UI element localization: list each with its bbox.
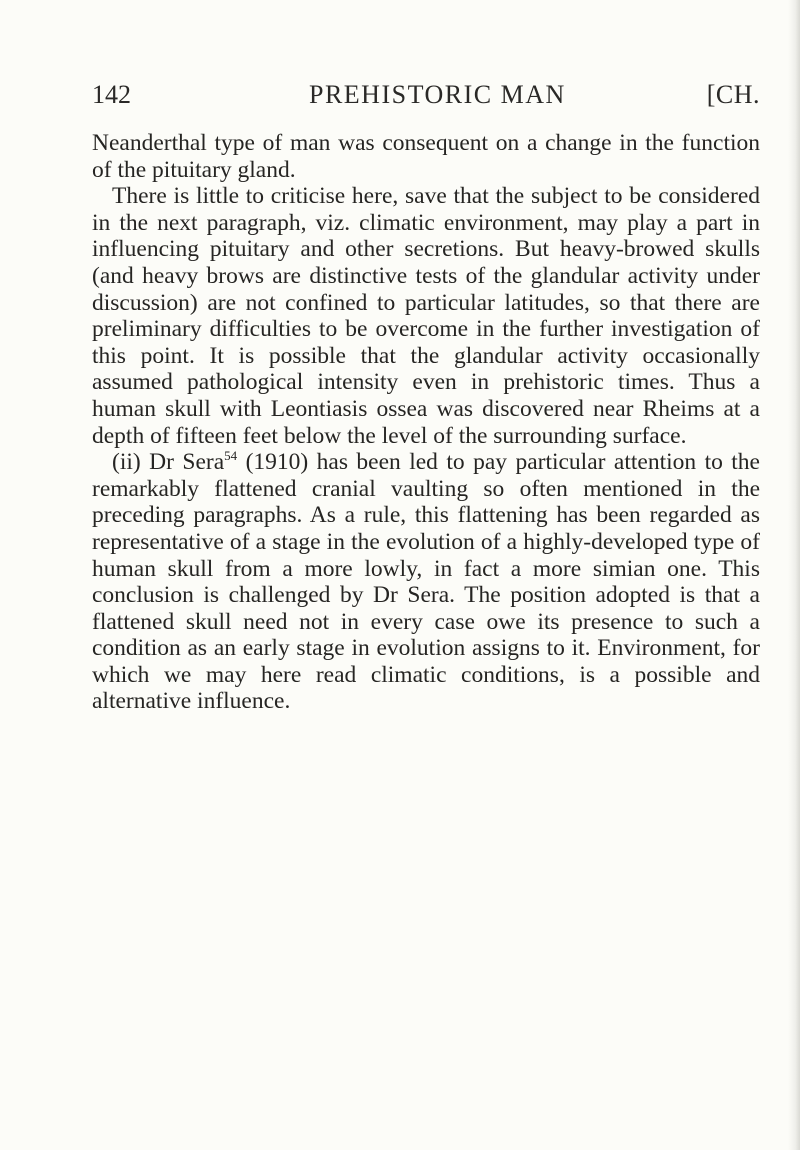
page-number: 142 <box>92 80 131 109</box>
paragraph-continuation: Neanderthal type of man was consequent on a change in the function of the pituitary gland. <box>92 130 760 183</box>
page-edge-shadow <box>788 0 800 1150</box>
running-title: PREHISTORIC MAN <box>309 80 566 109</box>
body-text <box>92 130 760 715</box>
paragraph-sera <box>92 449 760 715</box>
paragraph-lead: (ii) Dr Sera <box>112 449 225 476</box>
running-head <box>92 78 760 112</box>
footnote-reference[interactable]: 54 <box>224 448 238 464</box>
chapter-marker: [CH. <box>706 80 760 109</box>
paragraph-criticism: There is little to criticise here, save that the subject to be considered in the next paragraph, viz. climatic environment, may play a part in influencing pituitary and other secretions. But heavy-browed skulls (and heavy brows are distinctive tests of the glandular activity under discussion) are not confined to particular latitudes, so that there are preliminary difficulties to be overcome in the further investigation of this point. It is possible that the glandular activity occasionally assumed pathological intensity even in prehistoric times. Thus a human skull with Leontiasis ossea was discovered near Rheims at a depth of fifteen feet below the level of the surrounding surface. <box>92 183 760 449</box>
paragraph-body: (1910) has been led to pay particular attention to the remarkably flattened cranial vaulting so often mentioned in the preceding paragraphs. As a rule, this flattening has been regarded as representative of a stage in the evolution of a highly-developed type of human skull from a more lowly, in fact a more simian one. This conclusion is challenged by Dr Sera. The position adopted is that a flattened skull need not in every case owe its presence to such a condition as an early stage in evolution assigns to it. Environment, for which we may here read climatic conditions, is a possible and alternative influence. <box>92 449 760 715</box>
